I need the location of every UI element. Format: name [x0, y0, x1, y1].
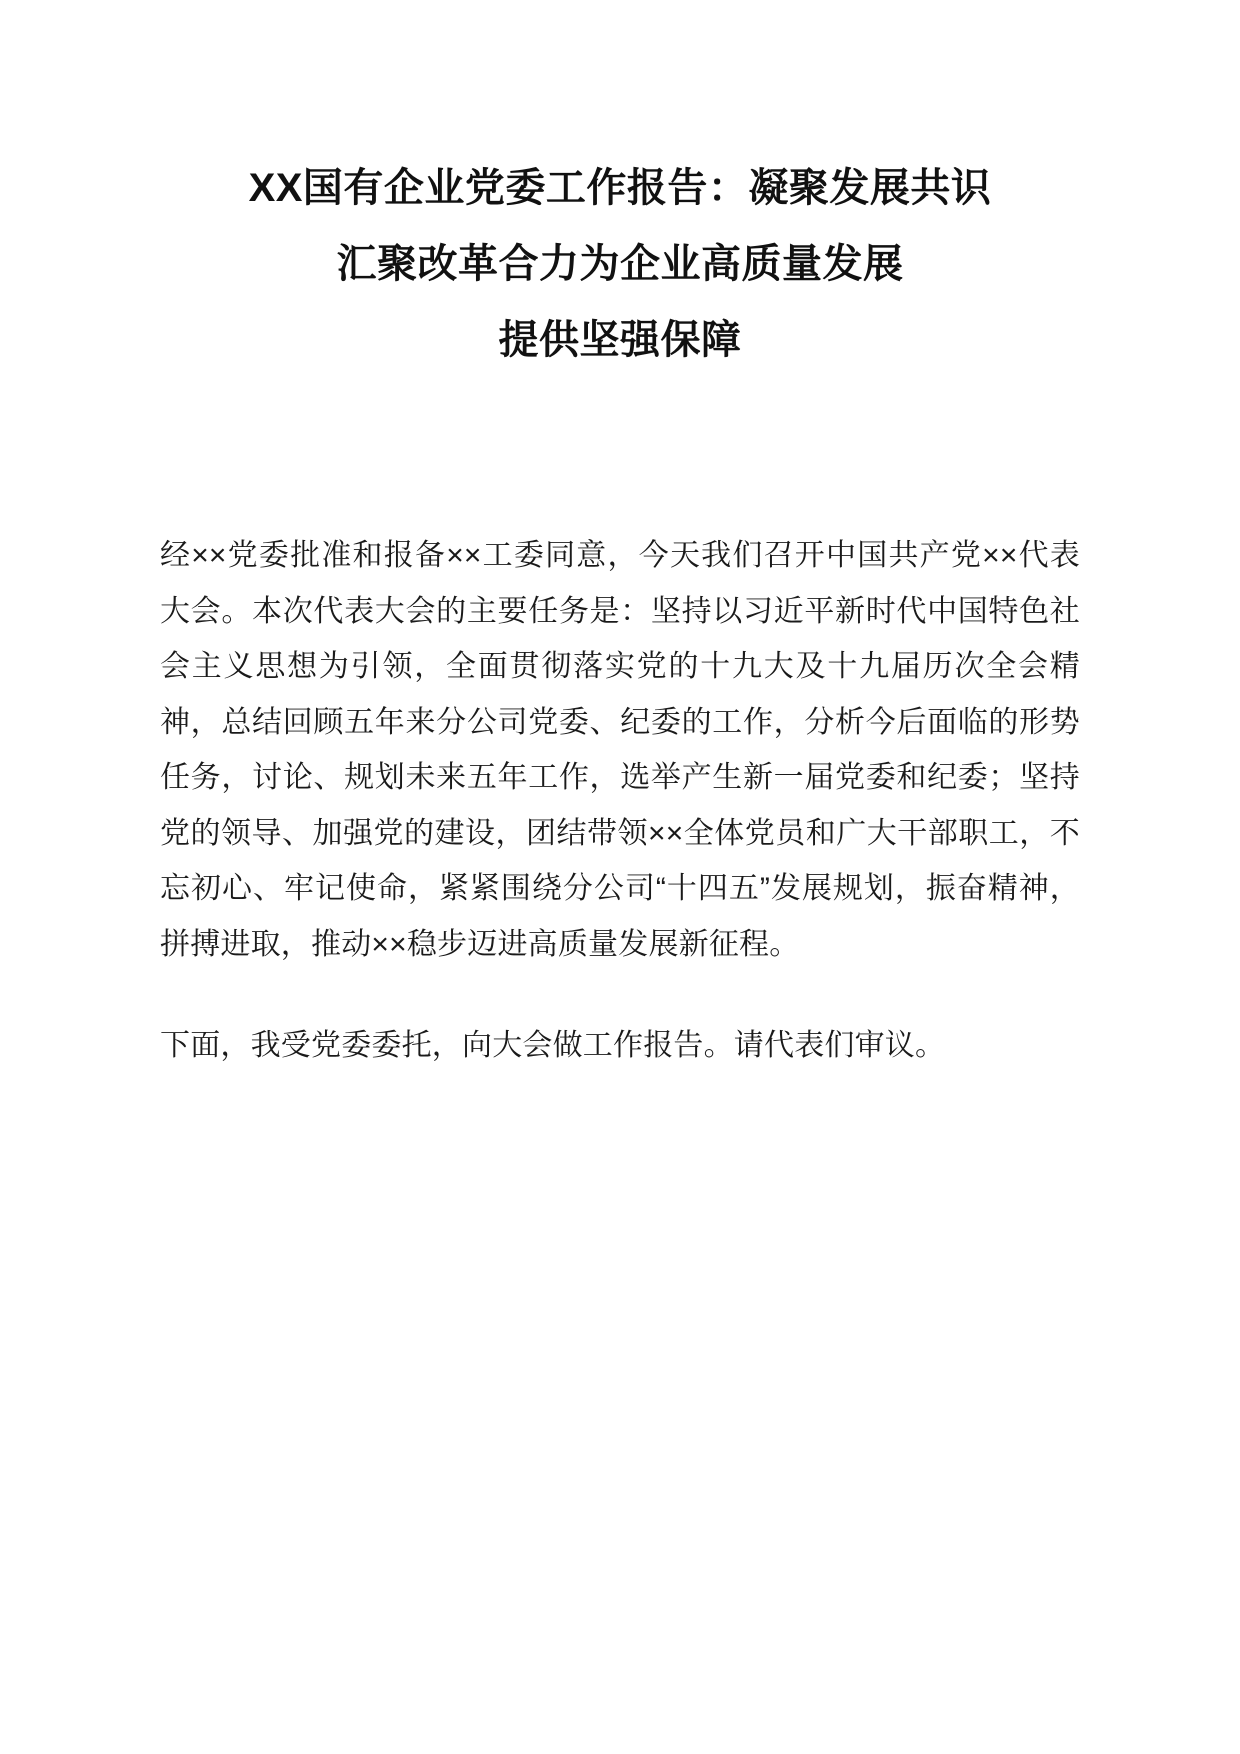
page-title-line-1: XX国有企业党委工作报告：凝聚发展共识 — [248, 166, 992, 210]
body-paragraph-1: 经××党委批准和报备××工委同意，今天我们召开中国共产党××代表大会。本次代表大会的主要任务是：坚持以习近平新时代中国特色社会主义思想为引领，全面贯彻落实党的十九大及十九届历次全会精神，总结回顾五年来分公司党委、纪委的工作，分析今后面临的形势任务，讨论、规划未来五年工作，选举产生新一届党委和纪委；坚持党的领导、加强党的建设，团结带领××全体党员和广大干部职工，不忘初心、牢记使命，紧紧围绕分公司“十四五”发展规划，振奋精神，拼搏进取，推动××稳步迈进高质量发展新征程。 — [160, 539, 1080, 961]
document-body — [160, 528, 1080, 1074]
body-paragraph-2: 下面，我受党委委托，向大会做工作报告。请代表们审议。 — [160, 1029, 946, 1062]
title-body-spacer — [160, 378, 1080, 528]
page-title-line-3: 提供坚强保障 — [498, 318, 742, 362]
page-title — [160, 150, 1080, 378]
page-title-line-2: 汇聚改革合力为企业高质量发展 — [336, 242, 904, 286]
